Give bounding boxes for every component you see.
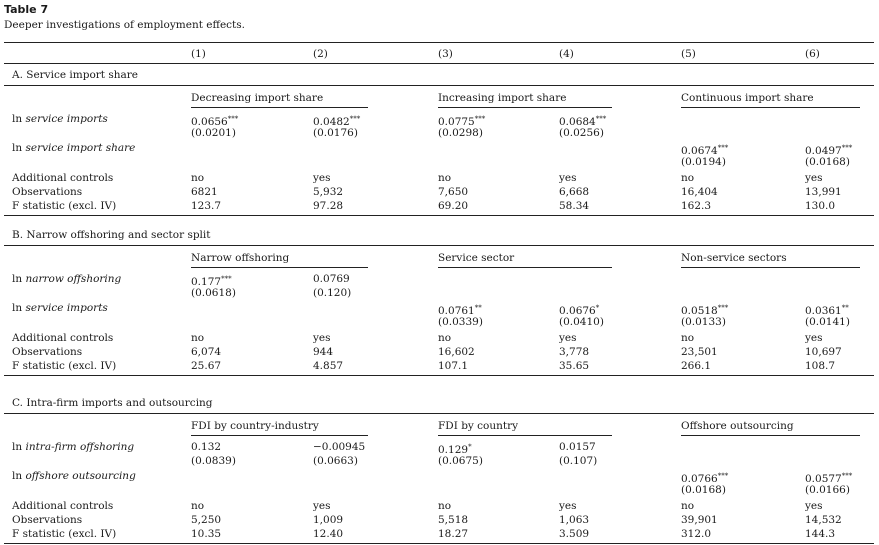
group-underline: [438, 435, 612, 436]
panel-title: C. Intra-firm imports and outsourcing: [12, 397, 213, 409]
coefficient-value: 0.0361: [805, 305, 842, 317]
coefficient: [559, 302, 599, 317]
stat-value: no: [681, 332, 695, 344]
stat-value: 944: [313, 346, 334, 358]
stat-value: 12.40: [313, 528, 344, 540]
group-header: Continuous import share: [681, 92, 814, 104]
rule-line: [4, 543, 874, 544]
rule-line: [4, 85, 874, 86]
significance-stars: ***: [474, 115, 486, 123]
coefficient: [191, 273, 232, 288]
stat-label: Observations: [12, 514, 83, 526]
coefficient: [681, 142, 728, 157]
row-label-variable: service imports: [25, 302, 108, 314]
significance-stars: ***: [221, 275, 232, 283]
rule-line: [4, 42, 874, 43]
standard-error: (0.0839): [191, 455, 236, 467]
stat-value: no: [438, 500, 452, 512]
row-label-variable: narrow offshoring: [25, 273, 122, 285]
row-label-prefix: ln: [12, 302, 26, 314]
significance-stars: ***: [841, 144, 853, 152]
coefficient: [438, 441, 472, 456]
stat-value: 7,650: [438, 186, 469, 198]
standard-error: (0.0201): [191, 127, 236, 139]
stat-value: yes: [313, 500, 331, 512]
column-header: (2): [313, 48, 328, 60]
group-header: Decreasing import share: [191, 92, 324, 104]
coefficient-value: 0.129: [438, 444, 469, 456]
standard-error: (0.0141): [805, 316, 850, 328]
significance-stars: ***: [717, 472, 729, 480]
group-header: Non-service sectors: [681, 252, 787, 264]
significance-stars: ***: [595, 115, 607, 123]
row-label-prefix: ln: [12, 441, 26, 453]
coefficient: [805, 470, 852, 485]
stat-value: no: [681, 172, 695, 184]
stat-value: 25.67: [191, 360, 222, 372]
row-label-prefix: ln: [12, 470, 26, 482]
significance-stars: ***: [841, 472, 853, 480]
coefficient-value: 0.0497: [805, 145, 842, 157]
stat-value: 6,074: [191, 346, 222, 358]
stat-value: yes: [805, 172, 823, 184]
coefficient: [559, 441, 596, 453]
significance-stars: **: [841, 304, 849, 312]
standard-error: (0.0168): [805, 156, 850, 168]
significance-stars: ***: [227, 115, 239, 123]
group-underline: [681, 107, 860, 108]
rule-line: [4, 375, 874, 376]
stat-value: no: [681, 500, 695, 512]
coefficient-value: 0.0518: [681, 305, 718, 317]
stat-label: Additional controls: [12, 172, 114, 184]
standard-error: (0.0133): [681, 316, 726, 328]
coefficient-value: 0.132: [191, 441, 222, 453]
stat-value: no: [191, 500, 205, 512]
coefficient-value: −0.00945: [313, 441, 366, 453]
row-label-prefix: ln: [12, 273, 26, 285]
stat-value: 1,009: [313, 514, 344, 526]
stat-label: F statistic (excl. IV): [12, 528, 117, 540]
group-header: Offshore outsourcing: [681, 420, 794, 432]
stat-value: 4.857: [313, 360, 344, 372]
standard-error: (0.0663): [313, 455, 358, 467]
group-header: Increasing import share: [438, 92, 567, 104]
stat-value: 5,518: [438, 514, 469, 526]
coefficient-value: 0.0482: [313, 116, 350, 128]
coefficient-value: 0.0684: [559, 116, 596, 128]
standard-error: (0.0339): [438, 316, 483, 328]
coefficient: [313, 113, 360, 128]
stat-value: 39,901: [681, 514, 718, 526]
stat-value: no: [191, 332, 205, 344]
coefficient-value: 0.0769: [313, 273, 350, 285]
standard-error: (0.107): [559, 455, 598, 467]
significance-stars: *: [468, 443, 472, 451]
stat-value: yes: [805, 332, 823, 344]
standard-error: (0.0168): [681, 484, 726, 496]
column-header: (4): [559, 48, 574, 60]
group-underline: [438, 107, 612, 108]
column-header: (6): [805, 48, 820, 60]
rule-line: [4, 245, 874, 246]
group-underline: [681, 267, 860, 268]
coefficient-value: 0.0656: [191, 116, 228, 128]
stat-value: 1,063: [559, 514, 590, 526]
stat-label: Additional controls: [12, 500, 114, 512]
coefficient: [313, 273, 350, 285]
row-label-prefix: ln: [12, 142, 26, 154]
coefficient-value: 0.0775: [438, 116, 475, 128]
group-header: Service sector: [438, 252, 515, 264]
stat-value: 16,602: [438, 346, 475, 358]
stat-value: no: [438, 332, 452, 344]
stat-value: 10.35: [191, 528, 222, 540]
row-label: [12, 441, 134, 453]
stat-value: 58.34: [559, 200, 590, 212]
group-header: FDI by country: [438, 420, 519, 432]
significance-stars: ***: [717, 304, 729, 312]
coefficient: [681, 302, 728, 317]
column-header: (3): [438, 48, 453, 60]
stat-value: 5,250: [191, 514, 222, 526]
stat-value: yes: [313, 172, 331, 184]
rule-line: [4, 215, 874, 216]
row-label-variable: service import share: [25, 142, 136, 154]
coefficient-value: 0.0761: [438, 305, 475, 317]
stat-value: 16,404: [681, 186, 718, 198]
stat-value: 69.20: [438, 200, 469, 212]
standard-error: (0.120): [313, 287, 352, 299]
stat-value: yes: [313, 332, 331, 344]
coefficient: [438, 302, 482, 317]
stat-label: Observations: [12, 186, 83, 198]
table-caption: Deeper investigations of employment effects.: [4, 19, 245, 31]
stat-label: F statistic (excl. IV): [12, 360, 117, 372]
standard-error: (0.0298): [438, 127, 483, 139]
coefficient: [559, 113, 606, 128]
rule-line: [4, 63, 874, 64]
standard-error: (0.0176): [313, 127, 358, 139]
stat-label: Observations: [12, 346, 83, 358]
stat-value: 3.509: [559, 528, 590, 540]
coefficient-value: 0.0674: [681, 145, 718, 157]
group-underline: [438, 267, 612, 268]
stat-value: no: [438, 172, 452, 184]
group-underline: [191, 107, 368, 108]
row-label: [12, 470, 136, 482]
stat-value: 10,697: [805, 346, 842, 358]
row-label-variable: offshore outsourcing: [25, 470, 136, 482]
standard-error: (0.0410): [559, 316, 604, 328]
group-header: FDI by country-industry: [191, 420, 319, 432]
stat-value: yes: [805, 500, 823, 512]
standard-error: (0.0194): [681, 156, 726, 168]
coefficient: [191, 113, 238, 128]
column-header: (5): [681, 48, 696, 60]
significance-stars: ***: [349, 115, 361, 123]
stat-value: 6821: [191, 186, 218, 198]
coefficient: [805, 302, 849, 317]
rule-line: [4, 413, 874, 414]
stat-value: 23,501: [681, 346, 718, 358]
group-underline: [191, 435, 368, 436]
row-label-prefix: ln: [12, 113, 26, 125]
coefficient-value: 0.0676: [559, 305, 596, 317]
stat-value: 18.27: [438, 528, 469, 540]
coefficient-value: 0.177: [191, 276, 222, 288]
row-label: [12, 273, 121, 285]
coefficient-value: 0.0766: [681, 473, 718, 485]
coefficient-value: 0.0577: [805, 473, 842, 485]
table-label: Table 7: [4, 3, 49, 16]
group-underline: [681, 435, 860, 436]
coefficient: [805, 142, 852, 157]
coefficient-value: 0.0157: [559, 441, 596, 453]
stat-value: 14,532: [805, 514, 842, 526]
stat-value: 35.65: [559, 360, 590, 372]
stat-label: F statistic (excl. IV): [12, 200, 117, 212]
stat-value: 6,668: [559, 186, 590, 198]
group-underline: [191, 267, 368, 268]
standard-error: (0.0618): [191, 287, 236, 299]
stat-value: 108.7: [805, 360, 836, 372]
stat-value: no: [191, 172, 205, 184]
stat-value: 312.0: [681, 528, 712, 540]
group-header: Narrow offshoring: [191, 252, 290, 264]
stat-value: 107.1: [438, 360, 469, 372]
coefficient: [681, 470, 728, 485]
row-label: [12, 142, 135, 154]
standard-error: (0.0675): [438, 455, 483, 467]
panel-title: A. Service import share: [12, 69, 138, 81]
column-header: (1): [191, 48, 206, 60]
row-label-variable: intra-firm offshoring: [25, 441, 135, 453]
stat-value: 3,778: [559, 346, 590, 358]
significance-stars: **: [474, 304, 482, 312]
stat-value: yes: [559, 172, 577, 184]
panel-title: B. Narrow offshoring and sector split: [12, 229, 211, 241]
stat-value: 13,991: [805, 186, 842, 198]
stat-value: 5,932: [313, 186, 344, 198]
stat-value: yes: [559, 500, 577, 512]
significance-stars: ***: [717, 144, 729, 152]
stat-value: 130.0: [805, 200, 836, 212]
stat-value: 266.1: [681, 360, 712, 372]
row-label: [12, 113, 108, 125]
coefficient: [191, 441, 221, 453]
coefficient: [313, 441, 365, 453]
standard-error: (0.0166): [805, 484, 850, 496]
row-label: [12, 302, 108, 314]
stat-value: 144.3: [805, 528, 836, 540]
stat-value: yes: [559, 332, 577, 344]
stat-value: 123.7: [191, 200, 222, 212]
row-label-variable: service imports: [25, 113, 108, 125]
stat-label: Additional controls: [12, 332, 114, 344]
standard-error: (0.0256): [559, 127, 604, 139]
significance-stars: *: [595, 304, 600, 312]
coefficient: [438, 113, 485, 128]
stat-value: 97.28: [313, 200, 344, 212]
stat-value: 162.3: [681, 200, 712, 212]
